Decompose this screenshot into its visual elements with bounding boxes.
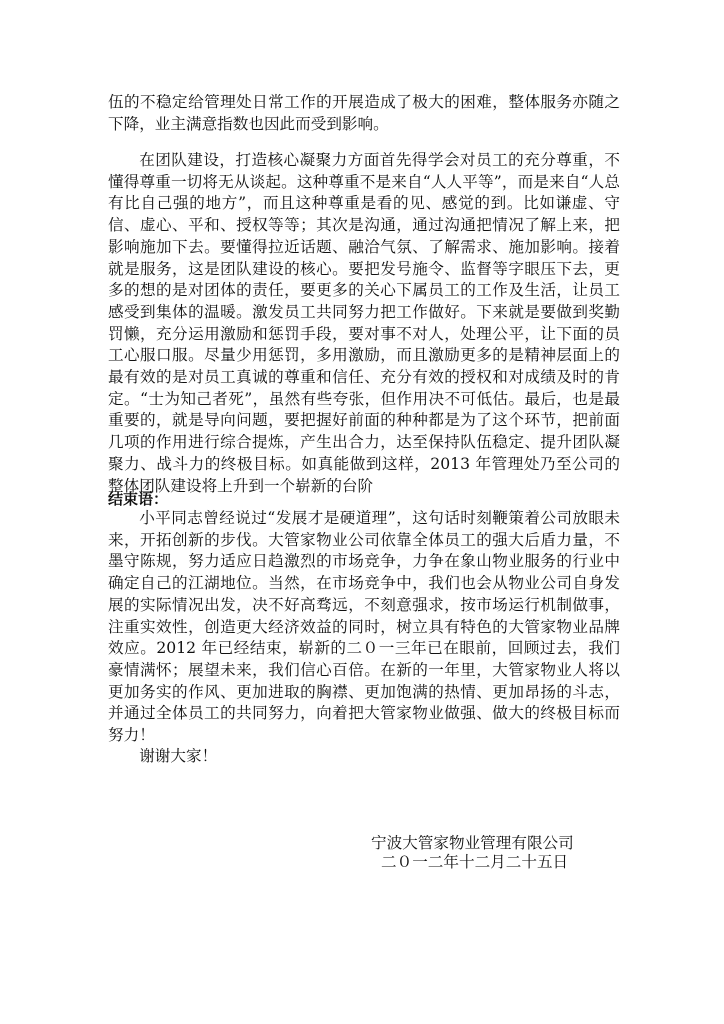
signature-company: 宁波大管家物业管理有限公司 <box>371 834 574 852</box>
thanks-line: 谢谢大家！ <box>139 747 218 765</box>
signature-date: 二０一二年十二月二十五日 <box>381 853 569 871</box>
paragraph-team-building: 在团队建设，打造核心凝聚力方面首先得学会对员工的充分尊重，不懂得尊重一切将无从谈起。这种尊重不是来自“人人平等”，而是来自“人总有比自己强的地方”，而且这种尊重是看的见、感觉的到。比如谦虚、守信、虚心、平和、授权等等；其次是沟通，通过沟通把情况了解上来，把影响施加下去。要懂得拉近话题、融洽气氛、了解需求、施加影响。接着就是服务，这是团队建设的核心。要把发号施令、监督等字眼压下去，更多的想的是对团体的责任，要更多的关心下属员工的工作及生活，让员工感受到集体的温暖。激发员工共同努力把工作做好。下来就是要做到奖勤罚懒，充分运用激励和惩罚手段，要对事不对人，处理公平，让下面的员工心服口服。尽量少用惩罚，多用激励，而且激励更多的是精神层面上的最有效的是对员工真诚的尊重和信任、充分有效的授权和对成绩及时的肯定。“士为知己者死”，虽然有些夸张，但作用决不可低估。最后，也是最重要的，就是导向问题，要把握好前面的种种都是为了这个环节，把前面几项的作用进行综合提炼，产生出合力，达至保持队伍稳定、提升团队凝聚力、战斗力的终极目标。如真能做到这样，2013 年管理处乃至公司的整体团队建设将上升到一个崭新的台阶 <box>108 151 620 495</box>
conclusion-heading: 结束语： <box>108 490 169 508</box>
paragraph-continuation: 伍的不稳定给管理处日常工作的开展造成了极大的困难，整体服务亦随之下降，业主满意指数也因此而受到影响。 <box>108 93 620 133</box>
paragraph-conclusion: 小平同志曾经说过“发展才是硬道理”，这句话时刻鞭策着公司放眼未来，开拓创新的步伐。大管家物业公司依靠全体员工的强大后盾力量，不墨守陈规，努力适应日趋激烈的市场竞争，力争在象山物业服务的行业中确定自己的江湖地位。当然，在市场竞争中，我们也会从物业公司自身发展的实际情况出发，决不好高骛远，不刻意强求，按市场运行机制做事，注重实效性，创造更大经济效益的同时，树立具有特色的大管家物业品牌效应。2012 年已经结束，崭新的二０一三年已在眼前，回顾过去，我们豪情满怀；展望未来，我们信心百倍。在新的一年里，大管家物业人将以更加务实的作风、更加进取的胸襟、更加饱满的热情、更加昂扬的斗志，并通过全体员工的共同努力，向着把大管家物业做强、做大的终极目标而努力！ <box>108 509 620 745</box>
